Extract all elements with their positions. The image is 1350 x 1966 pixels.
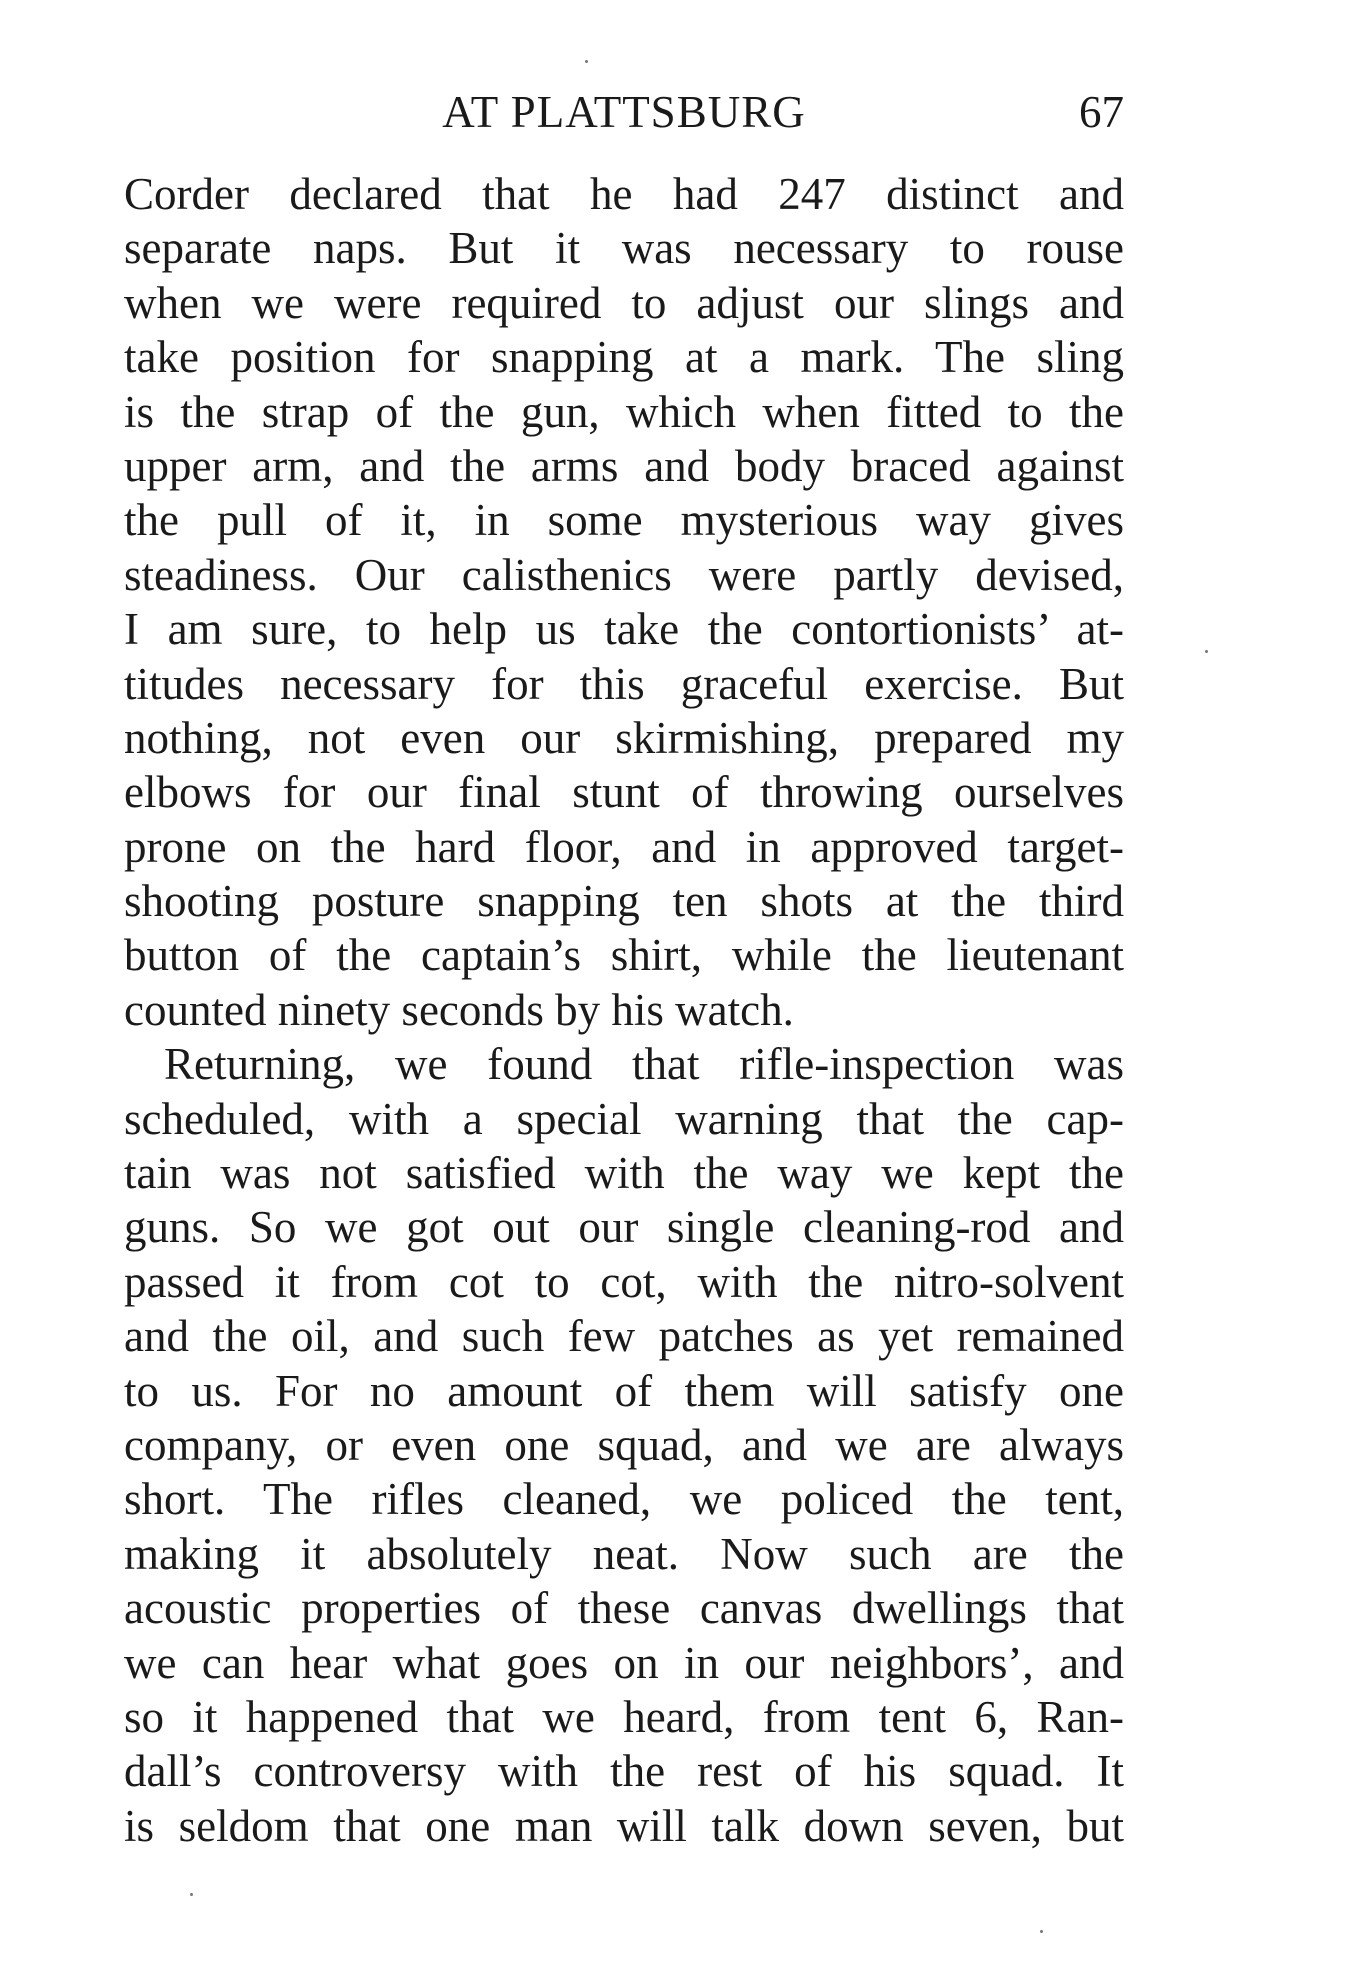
text-line: short. The rifles cleaned, we policed the tent, <box>124 1474 1124 1525</box>
paper-speck <box>1205 650 1208 653</box>
text-line: when we were required to adjust our slings and <box>124 277 1124 328</box>
text-line: and the oil, and such few patches as yet remained <box>124 1311 1124 1362</box>
text-line: we can hear what goes on in our neighbors’, and <box>124 1637 1124 1688</box>
text-line: passed it from cot to cot, with the nitro-solvent <box>124 1256 1124 1307</box>
text-line: prone on the hard floor, and in approved target- <box>124 821 1124 872</box>
text-line: elbows for our final stunt of throwing ourselves <box>124 767 1124 818</box>
text-line: making it absolutely neat. Now such are the <box>124 1528 1124 1579</box>
text-line: scheduled, with a special warning that the cap- <box>124 1093 1124 1144</box>
text-line: is seldom that one man will talk down seven, but <box>124 1800 1124 1851</box>
text-line: I am sure, to help us take the contortionists’ at- <box>124 604 1124 655</box>
paper-speck <box>1040 1930 1043 1933</box>
text-line: is the strap of the gun, which when fitted to the <box>124 386 1124 437</box>
text-line: acoustic properties of these canvas dwellings that <box>124 1583 1124 1634</box>
text-line: guns. So we got out our single cleaning-rod and <box>124 1202 1124 1253</box>
text-line: Corder declared that he had 247 distinct and <box>124 169 1124 219</box>
text-line: the pull of it, in some mysterious way gives <box>124 495 1124 546</box>
text-line: shooting posture snapping ten shots at the third <box>124 876 1124 927</box>
text-line: Returning, we found that rifle-inspection was <box>164 1039 1124 1090</box>
text-line: separate naps. But it was necessary to rouse <box>124 223 1124 274</box>
text-line: to us. For no amount of them will satisfy one <box>124 1365 1124 1416</box>
text-line: so it happened that we heard, from tent 6, Ran- <box>124 1691 1124 1742</box>
text-line: tain was not satisfied with the way we kept the <box>124 1148 1124 1199</box>
text-line: company, or even one squad, and we are always <box>124 1419 1124 1470</box>
text-line: titudes necessary for this graceful exercise. But <box>124 658 1124 709</box>
text-line: take position for snapping at a mark. The sling <box>124 332 1124 383</box>
text-line: button of the captain’s shirt, while the lieutenant <box>124 930 1124 981</box>
paper-speck <box>190 1893 193 1896</box>
page-number: 67 <box>1079 87 1124 137</box>
running-title: AT PLATTSBURG <box>442 87 806 137</box>
text-line: upper arm, and the arms and body braced against <box>124 440 1124 491</box>
paper-speck <box>585 60 588 63</box>
text-line: nothing, not even our skirmishing, prepared my <box>124 712 1124 763</box>
body-text <box>124 167 1124 1853</box>
text-line: steadiness. Our calisthenics were partly devised, <box>124 549 1124 600</box>
running-head <box>124 82 1124 142</box>
text-line: counted ninety seconds by his watch. <box>124 984 794 1035</box>
text-line: dall’s controversy with the rest of his squad. It <box>124 1746 1124 1797</box>
